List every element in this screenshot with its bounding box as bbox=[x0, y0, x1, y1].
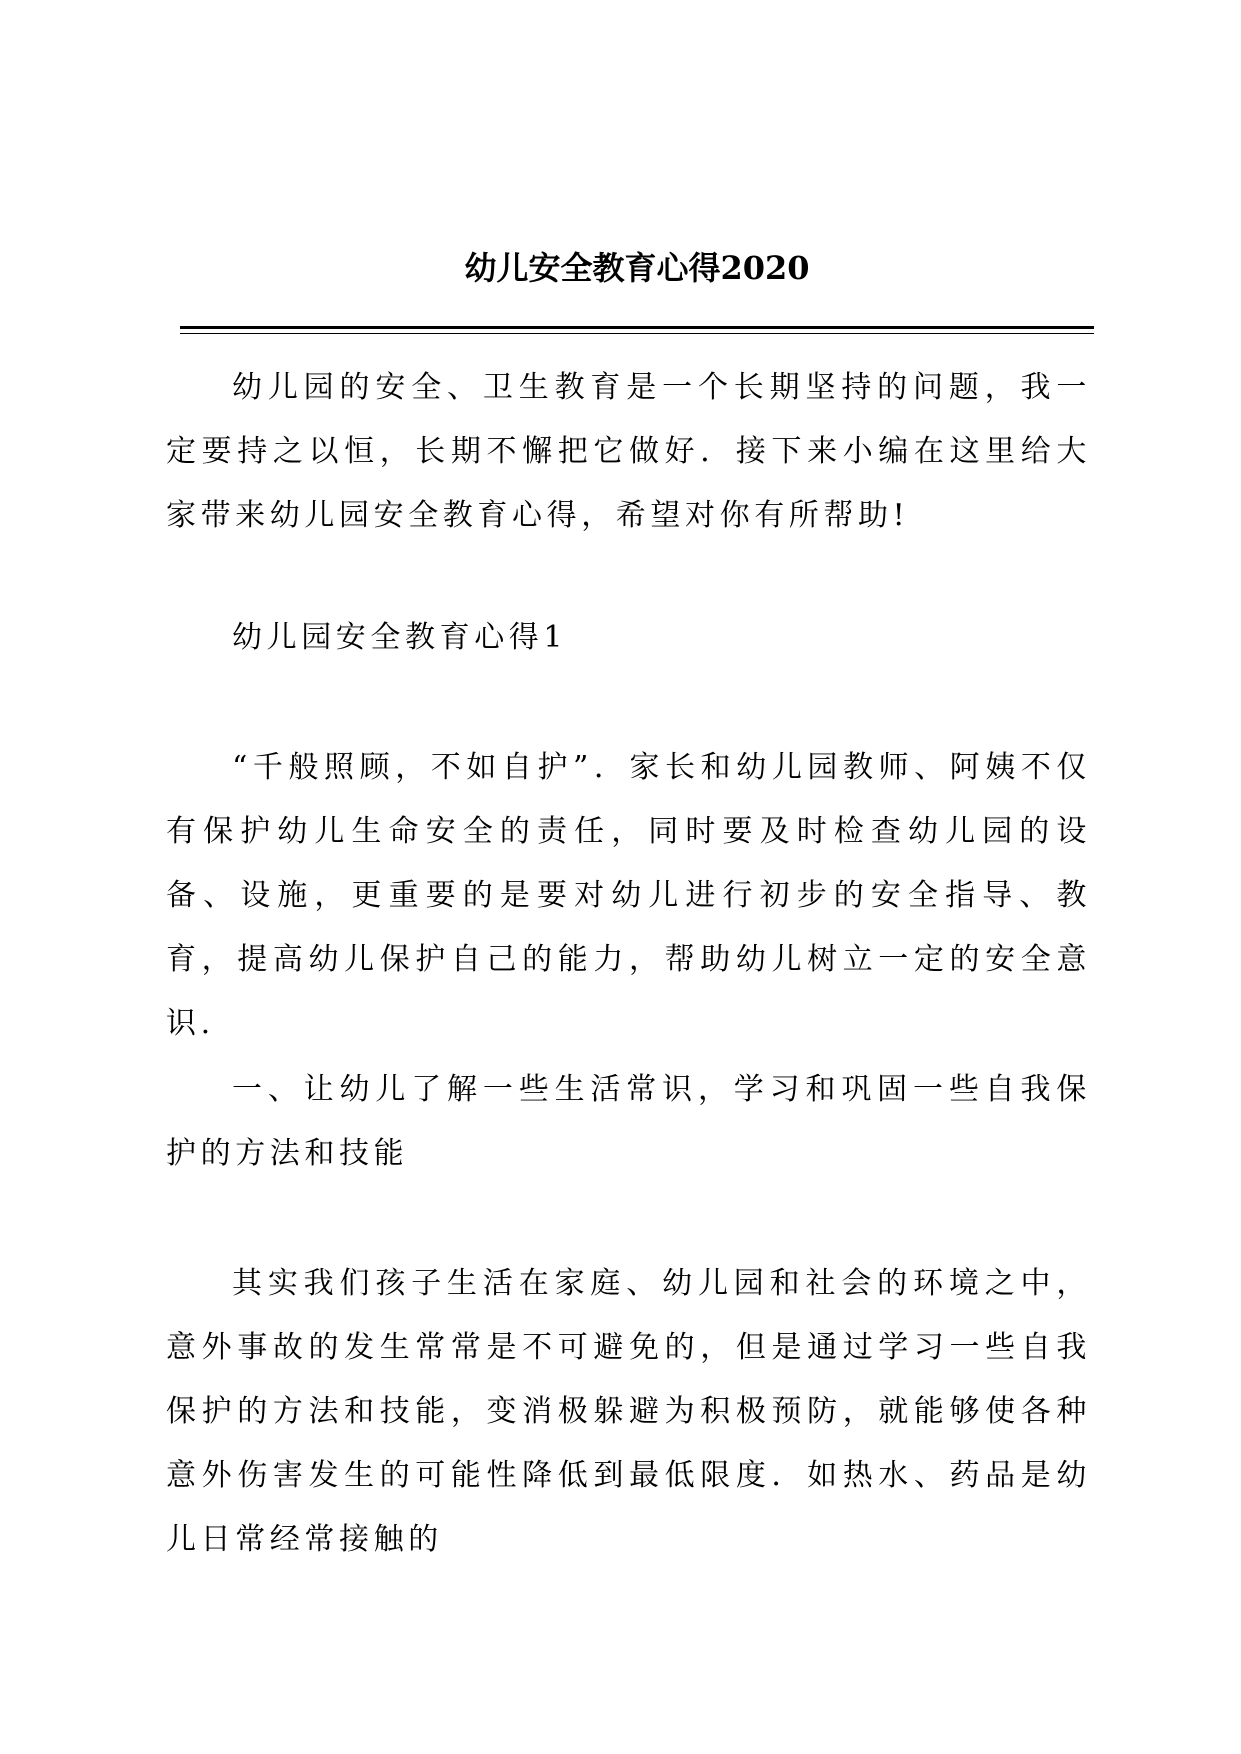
title-divider-thin bbox=[180, 333, 1094, 334]
section-heading: 幼儿园安全教育心得1 bbox=[232, 620, 568, 655]
document-title: 幼儿安全教育心得2020 bbox=[464, 249, 810, 287]
subsection-heading: 一、让幼儿了解一些生活常识，学习和巩固一些自我保护的方法和技能 bbox=[166, 1072, 1091, 1171]
intro-paragraph: 幼儿园的安全、卫生教育是一个长期坚持的问题，我一定要持之以恒，长期不懈把它做好．接下来小编在这里给大家带来幼儿园安全教育心得，希望对你有所帮助! bbox=[166, 370, 1091, 533]
body-paragraph: 其实我们孩子生活在家庭、幼儿园和社会的环境之中，意外事故的发生常常是不可避免的，但是通过学习一些自我保护的方法和技能，变消极躲避为积极预防，就能够使各种意外伤害发生的可能性降低到最低限度．如热水、药品是幼儿日常经常接触的 bbox=[166, 1266, 1091, 1557]
body-paragraph: “千般照顾，不如自护”．家长和幼儿园教师、阿姨不仅有保护幼儿生命安全的责任，同时要及时检查幼儿园的设备、设施，更重要的是要对幼儿进行初步的安全指导、教育，提高幼儿保护自己的能力，帮助幼儿树立一定的安全意识. bbox=[166, 750, 1091, 1041]
title-divider-thick bbox=[180, 326, 1094, 329]
